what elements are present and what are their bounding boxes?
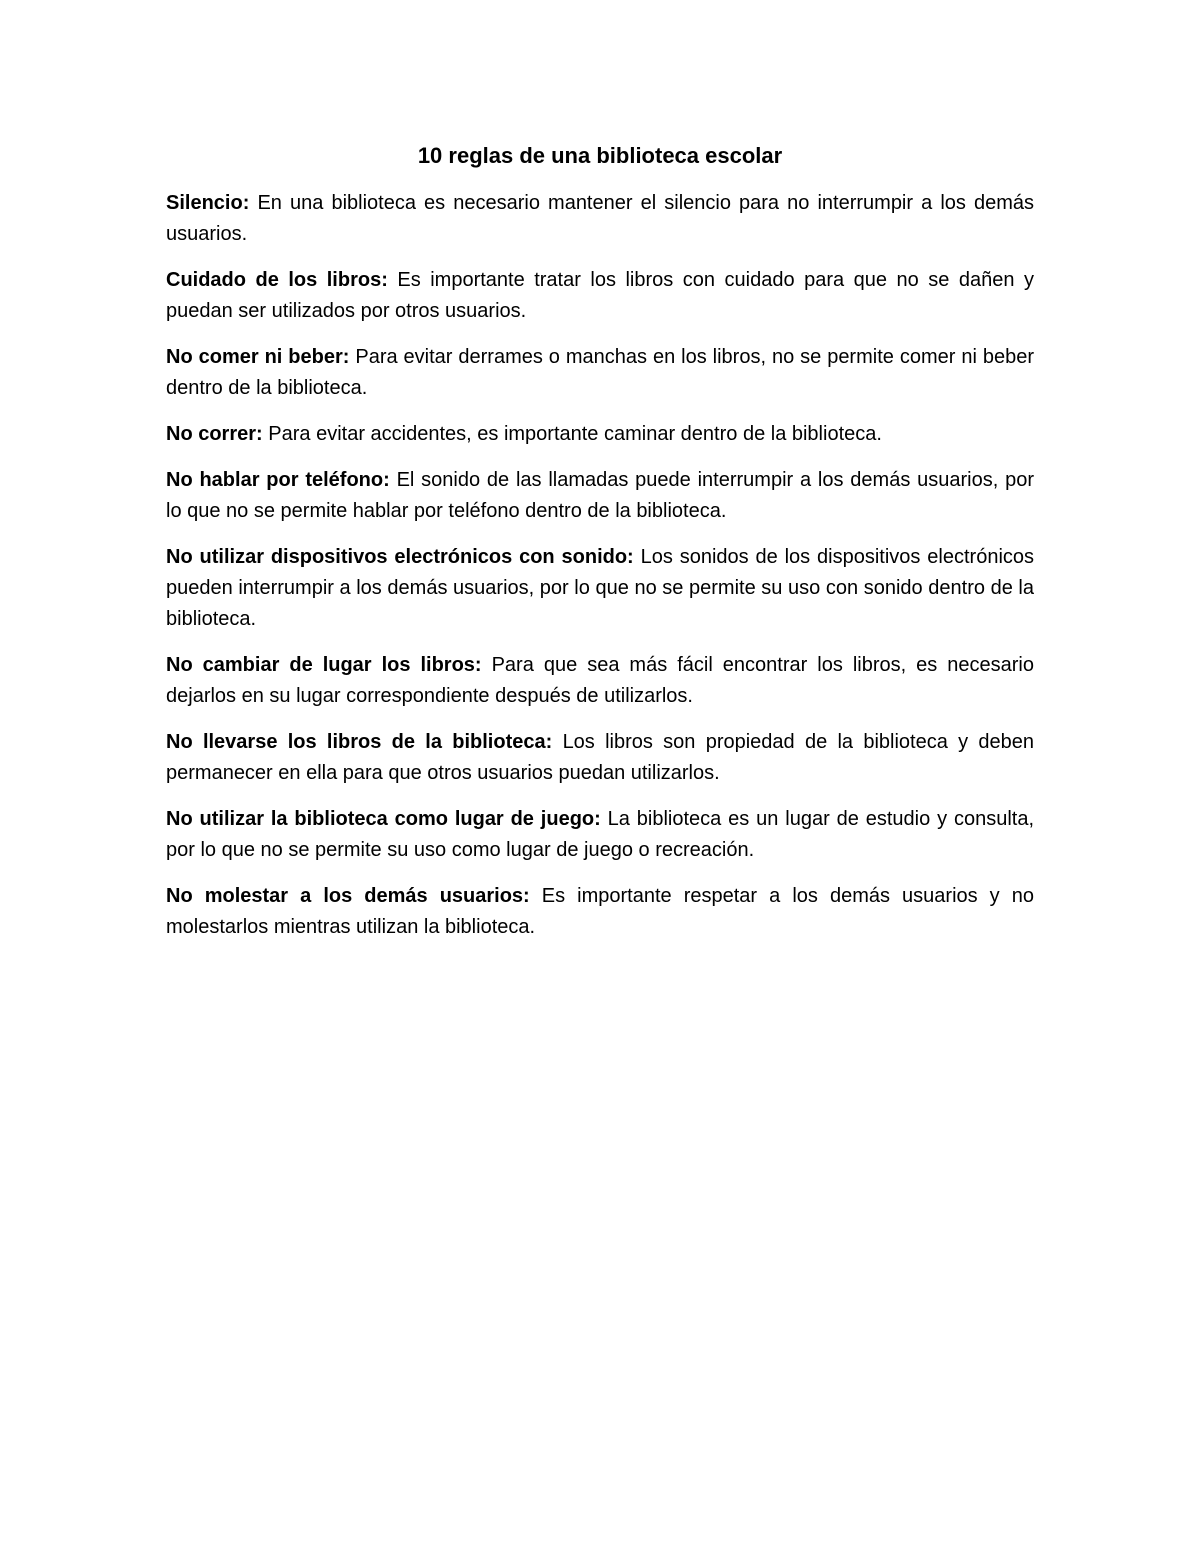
rule-no-molestar [166,881,1034,943]
rule-text: Es importante respetar a los demás usuarios y no molestarlos mientras utilizan la biblioteca. [166,885,1034,938]
rule-no-comer [166,342,1034,404]
rule-text: En una biblioteca es necesario mantener el silencio para no interrumpir a los demás usuarios. [166,192,1034,245]
rule-text: Para que sea más fácil encontrar los libros, es necesario dejarlos en su lugar correspondiente después de utilizarlos. [166,654,1034,707]
rule-text: La biblioteca es un lugar de estudio y consulta, por lo que no se permite su uso como lugar de juego o recreación. [166,808,1034,861]
rule-name: No comer ni beber: [166,346,350,368]
rule-no-juego [166,804,1034,866]
rule-text: Los sonidos de los dispositivos electrónicos pueden interrumpir a los demás usuarios, por lo que no se permite su uso con sonido dentro de la biblioteca. [166,546,1035,630]
rule-name: Silencio: [166,192,250,214]
document-title: 10 reglas de una biblioteca escolar [417,143,783,168]
rule-text: Para evitar derrames o manchas en los libros, no se permite comer ni beber dentro de la biblioteca. [166,346,1034,399]
document-body [166,140,1034,958]
rule-no-dispositivos [166,542,1034,635]
rule-name: No utilizar la biblioteca como lugar de juego: [166,808,601,830]
rule-name: No molestar a los demás usuarios: [166,885,530,907]
rule-no-llevarse-libros [166,727,1034,789]
rule-text: El sonido de las llamadas puede interrumpir a los demás usuarios, por lo que no se permite hablar por teléfono dentro de la biblioteca. [166,469,1035,522]
rule-no-correr [166,419,1034,450]
rule-name: Cuidado de los libros: [166,269,388,291]
rule-name: No utilizar dispositivos electrónicos con sonido: [166,546,634,568]
rule-no-telefono [166,465,1034,527]
rule-name: No cambiar de lugar los libros: [166,654,482,676]
rule-text: Para evitar accidentes, es importante caminar dentro de la biblioteca. [268,423,882,445]
rule-silencio [166,188,1034,250]
rule-no-cambiar-libros [166,650,1034,712]
rule-name: No hablar por teléfono: [166,469,390,491]
rule-text: Los libros son propiedad de la biblioteca y deben permanecer en ella para que otros usuarios puedan utilizarlos. [166,731,1035,784]
rule-cuidado-libros [166,265,1034,327]
rule-name: No llevarse los libros de la biblioteca: [166,731,553,753]
rule-name: No correr: [166,423,263,445]
rule-text: Es importante tratar los libros con cuidado para que no se dañen y puedan ser utilizados por otros usuarios. [166,269,1034,322]
